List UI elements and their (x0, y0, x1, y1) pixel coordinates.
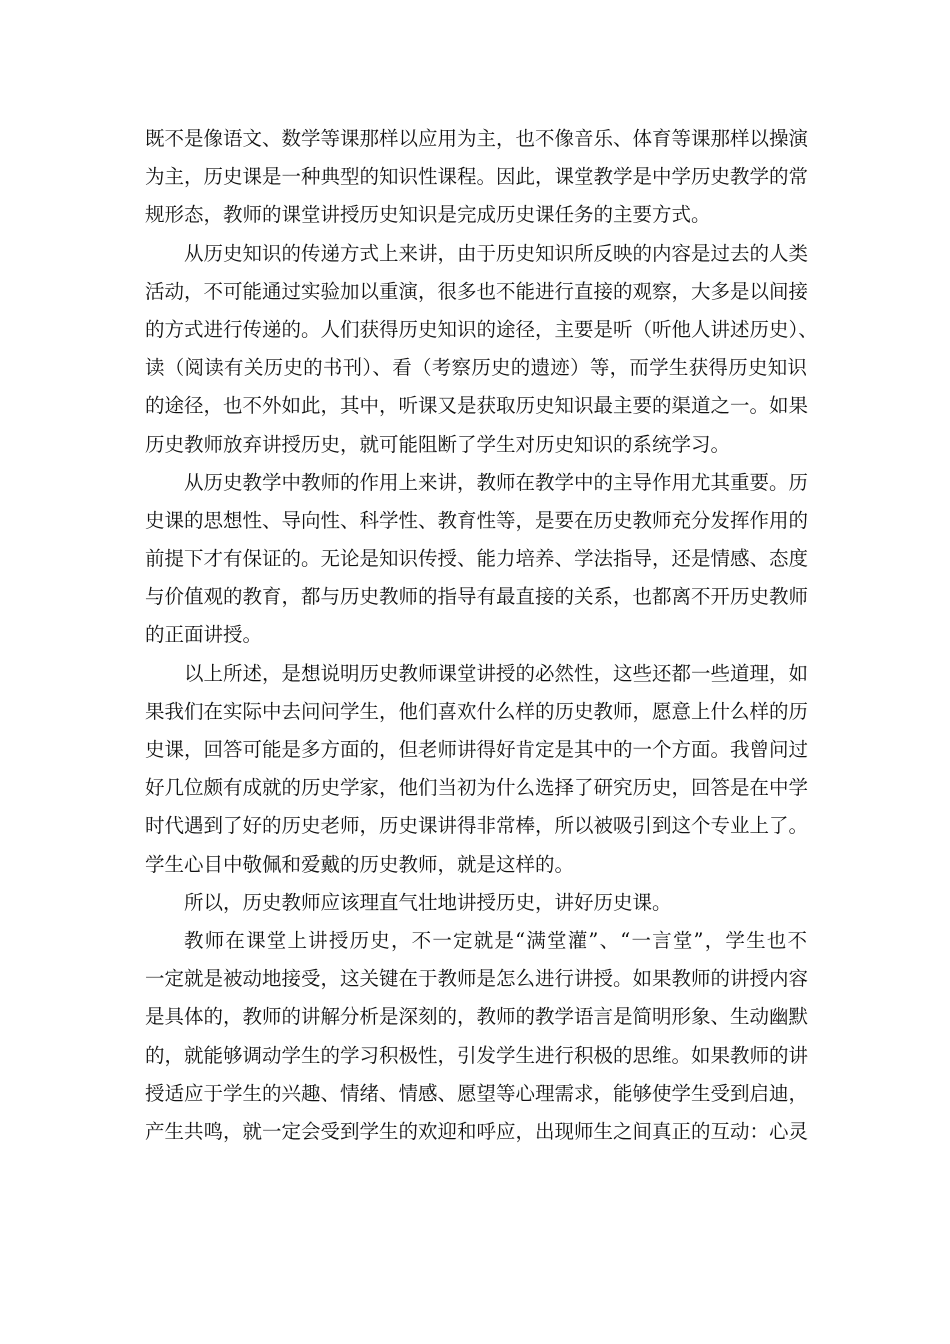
text-line: 的正面讲授。 (145, 623, 263, 647)
text-line: 一定就是被动地接受，这关键在于教师是怎么进行讲授。如果教师的讲授内容 (145, 967, 809, 991)
text-line: 从历史知识的传递方式上来讲，由于历史知识所反映的内容是过去的人类 (184, 241, 809, 265)
text-line: 产生共鸣，就一定会受到学生的欢迎和呼应，出现师生之间真正的互动：心灵 (145, 1119, 809, 1143)
text-line: 史课，回答可能是多方面的，但老师讲得好肯定是其中的一个方面。我曾问过 (145, 738, 809, 761)
body-text (145, 120, 818, 1151)
text-line: 的，就能够调动学生的学习积极性，引发学生进行积极的思维。如果教师的讲 (145, 1043, 809, 1067)
text-line: 从历史教学中教师的作用上来讲，教师在教学中的主导作用尤其重要。历 (184, 470, 809, 494)
text-line: 历史教师放弃讲授历史，就可能阻断了学生对历史知识的系统学习。 (145, 432, 731, 456)
text-line: 学生心目中敬佩和爱戴的历史教师，就是这样的。 (145, 852, 575, 876)
text-line: 与价值观的教育，都与历史教师的指导有最直接的关系，也都离不开历史教师 (145, 585, 809, 609)
text-line: 授适应于学生的兴趣、情绪、情感、愿望等心理需求，能够使学生受到启迪， (145, 1081, 809, 1105)
text-line: 史课的思想性、导向性、科学性、教育性等，是要在历史教师充分发挥作用的 (145, 508, 809, 532)
text-line: 读（阅读有关历史的书刊）、看（考察历史的遗迹）等，而学生获得历史知识 (145, 356, 807, 380)
text-line: 前提下才有保证的。无论是知识传授、能力培养、学法指导，还是情感、态度 (145, 547, 809, 571)
text-line: 的途径，也不外如此，其中，听课又是获取历史知识最主要的渠道之一。如果 (145, 394, 809, 418)
text-line: 果我们在实际中去问问学生，他们喜欢什么样的历史教师，愿意上什么样的历 (145, 699, 809, 723)
text-line: 的方式进行传递的。人们获得历史知识的途径，主要是听（听他人讲述历史）、 (145, 317, 818, 341)
text-line: 为主，历史课是一种典型的知识性课程。因此，课堂教学是中学历史教学的常 (145, 165, 809, 189)
text-line: 规形态，教师的课堂讲授历史知识是完成历史课任务的主要方式。 (145, 203, 711, 227)
text-line: 是具体的，教师的讲解分析是深刻的，教师的教学语言是简明形象、生动幽默 (145, 1005, 809, 1029)
text-line: 所以，历史教师应该理直气壮地讲授历史，讲好历史课。 (184, 890, 672, 914)
text-line: 好几位颇有成就的历史学家，他们当初为什么选择了研究历史，回答是在中学 (145, 776, 809, 800)
text-line: 以上所述，是想说明历史教师课堂讲授的必然性，这些还都一些道理，如 (184, 661, 809, 685)
text-line: 教师在课堂上讲授历史，不一定就是“满堂灌”、“一言堂”，学生也不 (184, 928, 807, 952)
text-line: 活动，不可能通过实验加以重演，很多也不能进行直接的观察，大多是以间接 (145, 279, 809, 303)
text-line: 既不是像语文、数学等课那样以应用为主，也不像音乐、体育等课那样以操演 (145, 127, 809, 150)
text-line: 时代遇到了好的历史老师，历史课讲得非常棒，所以被吸引到这个专业上了。 (145, 814, 809, 838)
